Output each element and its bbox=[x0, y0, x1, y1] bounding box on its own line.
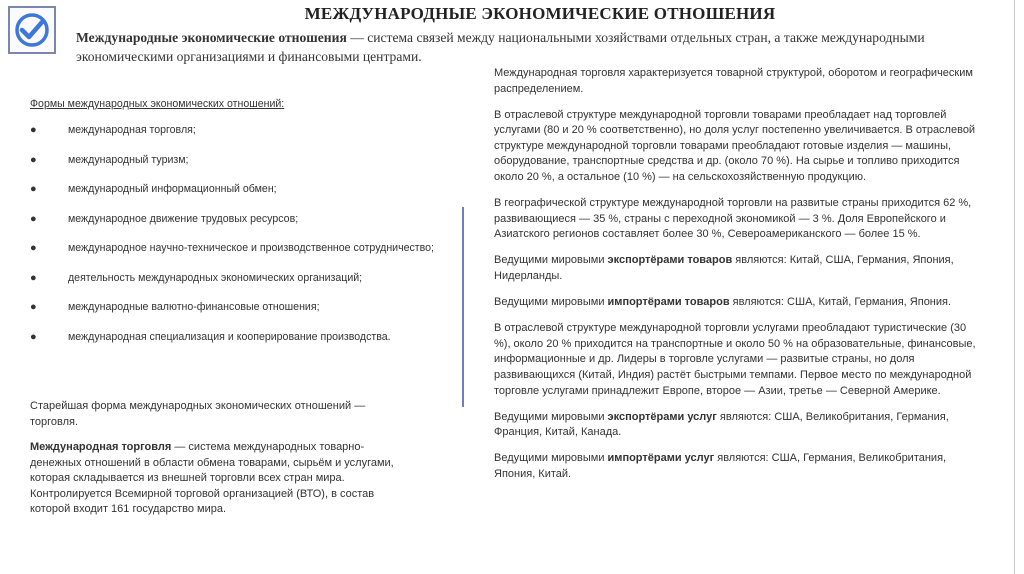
list-item bbox=[30, 153, 460, 168]
goods-importers-term: импортёрами товаров bbox=[607, 296, 730, 309]
goods-importers-text: являются: США, Китай, Германия, Япония. bbox=[729, 296, 952, 309]
goods-exporters-paragraph bbox=[494, 253, 980, 284]
list-item-text: деятельность международных экономических организаций; bbox=[68, 271, 363, 284]
list-item-text: международные валютно-финансовые отношения; bbox=[68, 301, 320, 313]
list-item-text: международная специализация и кооперирование производства. bbox=[68, 330, 391, 343]
checkmark-logo-icon bbox=[8, 6, 56, 54]
services-exporters-term: экспортёрами услуг bbox=[607, 410, 717, 423]
list-item-text: международное движение трудовых ресурсов; bbox=[68, 212, 299, 225]
services-importers-paragraph bbox=[494, 451, 980, 482]
trade-definition-paragraph bbox=[30, 440, 410, 518]
page-title: МЕЖДУНАРОДНЫЕ ЭКОНОМИЧЕСКИЕ ОТНОШЕНИЯ bbox=[304, 4, 776, 23]
leaders-prefix: Ведущими мировыми bbox=[494, 410, 608, 423]
trade-term: Международная торговля bbox=[30, 441, 172, 453]
forms-title: Формы международных экономических отношений: bbox=[30, 98, 285, 110]
list-item-text: международное научно-техническое и производственное сотрудничество; bbox=[68, 242, 435, 254]
list-item bbox=[30, 123, 460, 138]
oldest-form-paragraph: Старейшая форма международных экономических отношений — торговля. bbox=[30, 400, 366, 428]
list-item bbox=[30, 330, 460, 345]
list-item bbox=[30, 300, 460, 315]
bullet-icon: ● bbox=[30, 183, 37, 195]
list-item bbox=[30, 271, 460, 286]
right-edge-divider bbox=[1014, 0, 1015, 574]
services-exporters-text: являются: США, Великобритания, Германия, Франция, Китай, Канада. bbox=[494, 410, 949, 439]
definition-term: Международные экономические отношения bbox=[76, 30, 347, 45]
forms-list bbox=[30, 123, 460, 345]
list-item bbox=[30, 212, 460, 227]
list-item-text: международный туризм; bbox=[68, 153, 189, 166]
leaders-prefix: Ведущими мировыми bbox=[494, 254, 608, 267]
trade-definition-section bbox=[30, 399, 410, 528]
services-importers-text: являются: США, Германия, Великобритания, Япония, Китай. bbox=[494, 452, 947, 480]
services-structure-paragraph: В отраслевой структуре международной торговли услугами преобладают туристические (30 %), около 20 % приходится на транспортные и около 50 % на образовательные, финансовые, информационные и др. Лидеры в торговле услугами — развитые страны, но доля развивающихся (Китай, Индия) растёт быстрыми темпами. Первое место по международной торговле услугами принадлежит Европе, второе — Азии, третье — Северной Америке. bbox=[494, 322, 976, 397]
leaders-prefix: Ведущими мировыми bbox=[494, 296, 608, 309]
bullet-icon: ● bbox=[30, 301, 37, 313]
trade-structure-column bbox=[494, 66, 980, 493]
list-item bbox=[30, 182, 460, 197]
bullet-icon: ● bbox=[30, 271, 37, 284]
leaders-prefix: Ведущими мировыми bbox=[494, 452, 608, 465]
vertical-divider bbox=[462, 207, 464, 407]
bullet-icon: ● bbox=[30, 212, 37, 225]
goods-importers-paragraph bbox=[494, 295, 980, 311]
services-exporters-paragraph bbox=[494, 410, 980, 441]
definition-text: — система связей между национальными хозяйствами отдельных стран, а также международными экономическими организациями и финансовыми центрами. bbox=[76, 30, 925, 64]
list-item bbox=[30, 241, 460, 256]
bullet-icon: ● bbox=[30, 153, 37, 166]
goods-exporters-text: являются: Китай, США, Германия, Япония, Нидерланды. bbox=[494, 254, 954, 283]
bullet-icon: ● bbox=[30, 242, 37, 254]
services-importers-term: импортёрами услуг bbox=[607, 452, 715, 465]
definition-paragraph bbox=[76, 28, 1016, 66]
bullet-icon: ● bbox=[30, 330, 37, 343]
sector-structure-paragraph: В отраслевой структуре международной торговли товарами преобладает над торговлей услугами (80 и 20 % соответственно), но доля услуг постепенно увеличивается. В отраслевой структуре международной торговли товарами преобладают готовые изделия — машины, оборудование, транспортные средства и др. (около 70 %). На сырье и топливо приходится около 20 %, а остальное (10 %) — на сельскохозяйственную продукцию. bbox=[494, 108, 976, 184]
forms-section bbox=[30, 98, 460, 359]
bullet-icon: ● bbox=[30, 124, 37, 136]
goods-exporters-term: экспортёрами товаров bbox=[607, 254, 733, 267]
structure-intro-paragraph: Международная торговля характеризуется товарной структурой, оборотом и географическим распределением. bbox=[494, 67, 973, 95]
geo-structure-paragraph: В географической структуре международной торговли на развитые страны приходится 62 %, развивающиеся — 35 %, страны с переходной экономикой — 3 %. Доля Европейского и Азиатского регионов составляет более 30 %, Североамериканского — более 15 %. bbox=[494, 197, 972, 241]
trade-text: — система международных товарно-денежных отношений в области обмена товарами, сырьём и услугами, которая складывается из внешней торговли всех стран мира. Контролируется Всемирной торговой организацией (ВТО), в состав которой входит 161 государство мира. bbox=[30, 441, 394, 515]
list-item-text: международный информационный обмен; bbox=[68, 183, 277, 195]
list-item-text: международная торговля; bbox=[68, 124, 196, 136]
